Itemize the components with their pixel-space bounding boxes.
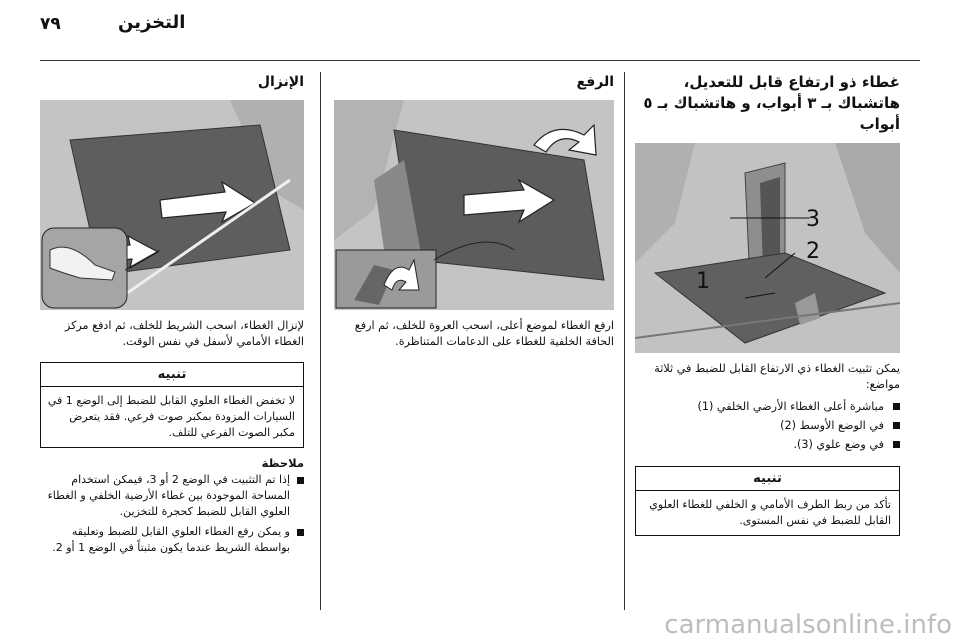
caution-text: لا تخفض الغطاء العلوي القابل للضبط إلى الوضع 1 في السيارات المزودة بمكبر صوت فرعي. فقد يتعرض مكبر الصوت الفرعي للتلف.	[47, 394, 295, 439]
bullet-square-icon	[893, 441, 900, 448]
section-title: الرفع	[576, 74, 614, 90]
position-list	[635, 397, 900, 454]
figure-label: 1	[696, 269, 710, 294]
section-adjustable-cover	[635, 72, 900, 536]
intro-text: يمكن تثبيت الغطاء ذي الارتفاع القابل للضبط في ثلاثة مواضع:	[654, 362, 900, 391]
note-list	[40, 472, 304, 556]
list-item: إذا تم التثبيت في الوضع 2 أو 3، فيمكن استخدام المساحة الموجودة بين غطاء الأرضية الخلفي و الغطاء العلوي القابل للضبط كحجرة للتخزين.	[40, 472, 304, 520]
lowering-illustration	[40, 100, 304, 310]
caution-box	[40, 362, 304, 448]
list-item: و يمكن رفع الغطاء العلوي القابل للضبط وتعليقه بواسطة الشريط عندما يكون مثبتاً في الوضع 1 أو 2.	[40, 524, 304, 556]
figure-cover-positions	[635, 143, 900, 353]
note-title: ملاحظة	[261, 456, 304, 470]
caution-heading: تنبيه	[41, 363, 303, 387]
column-divider	[320, 72, 321, 610]
figure-raising	[334, 100, 614, 310]
figure-label: 3	[806, 207, 820, 232]
bullet-square-icon	[893, 422, 900, 429]
raising-illustration	[334, 100, 614, 310]
list-item: في الوضع الأوسط (2)	[635, 416, 900, 435]
bullet-square-icon	[297, 529, 304, 536]
section-title: الإنزال	[257, 74, 304, 90]
cargo-area-illustration	[635, 143, 900, 353]
section-raising	[334, 72, 614, 350]
page-number: ٧٩	[40, 14, 61, 34]
page-header	[0, 0, 960, 62]
section-title: غطاء ذو ارتفاع قابل للتعديل، هاتشباك بـ ٣ أبواب، و هاتشباك بـ ٥ أبواب	[643, 73, 900, 133]
lowering-caption: لإنزال الغطاء، اسحب الشريط للخلف، ثم ادفع مركز الغطاء الأمامي لأسفل في نفس الوقت.	[64, 319, 304, 348]
figure-lowering	[40, 100, 304, 310]
section-lowering	[40, 72, 304, 560]
bullet-square-icon	[893, 403, 900, 410]
figure-label: 2	[806, 239, 820, 264]
watermark: carmanualsonline.info	[664, 610, 952, 640]
caution-box	[635, 466, 900, 536]
list-item: مباشرة أعلى الغطاء الأرضي الخلفي (1)	[635, 397, 900, 416]
caution-heading: تنبيه	[636, 467, 899, 491]
caution-text: تأكد من ربط الطرف الأمامي و الخلفي للغطاء العلوي القابل للضبط في نفس المستوى.	[649, 498, 891, 527]
bullet-square-icon	[297, 477, 304, 484]
raising-caption: ارفع الغطاء لموضع أعلى، اسحب العروة للخلف، ثم ارفع الحافة الخلفية للغطاء على الدعامات المتناظرة.	[354, 319, 614, 348]
header-rule	[40, 60, 920, 61]
list-item: في وضع علوي (3).	[635, 435, 900, 454]
column-divider	[624, 72, 625, 610]
page-title: التخزين	[118, 12, 186, 33]
